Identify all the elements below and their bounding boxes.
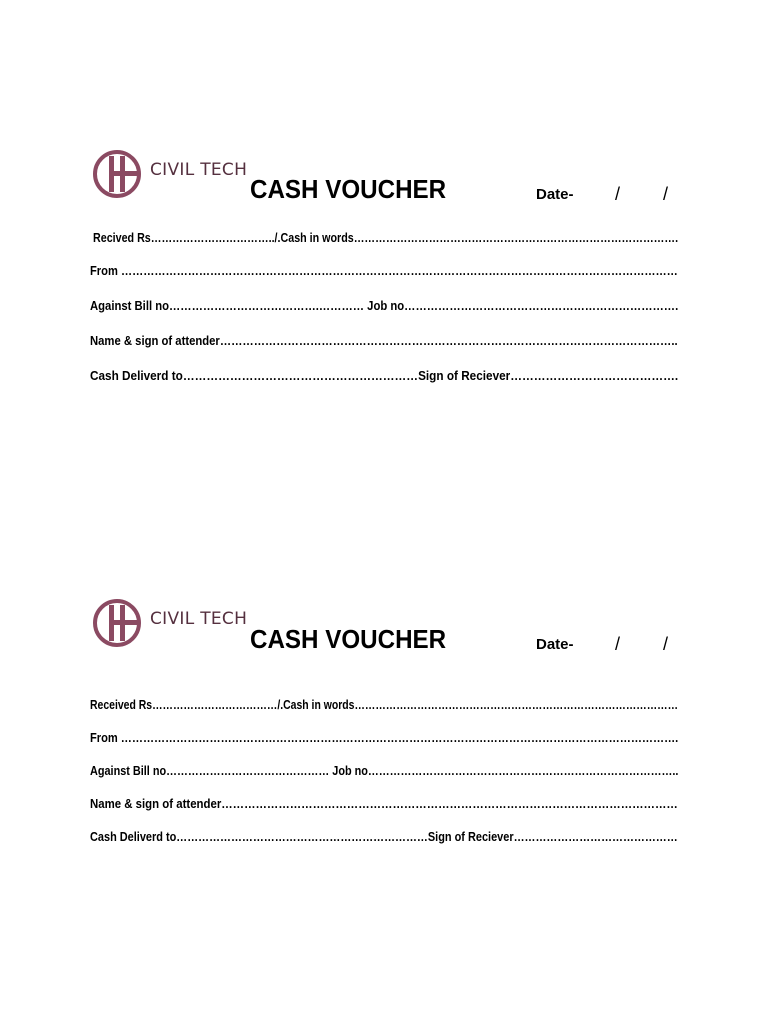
civil-tech-logo: [92, 596, 248, 654]
against-bill-line: Against Bill no……………………………………… Job no…………………………………………………………………………..: [90, 764, 679, 778]
date-label: Date-: [536, 636, 574, 653]
date-separator: /: [663, 184, 669, 204]
from-line: From …………………………………………………………………………………………………………………………………….: [90, 731, 679, 745]
received-rs-line: Recived Rs……………………………../.Cash in words……………………………………………………………………………….: [93, 231, 679, 245]
from-line: From ……………………………………………………………………………………………………………………………………: [90, 264, 678, 278]
name-sign-attender-line: Name & sign of attender…………………………………………………………………………………………………………: [90, 797, 678, 811]
cash-delivered-line: Cash Deliverd to……………………………………………………Sign of Reciever…………………………………….: [90, 369, 679, 383]
date-label: Date-: [536, 186, 574, 203]
date-separator: /: [615, 634, 621, 654]
civil-tech-logo-icon: [92, 596, 146, 650]
logo-brand-text: CIVIL TECH: [150, 609, 248, 629]
date-separator: /: [615, 184, 621, 204]
cash-delivered-line: Cash Deliverd to……………………………………………………………Sign of Reciever………………………………………: [90, 830, 678, 844]
voucher-title: CASH VOUCHER: [250, 174, 447, 204]
name-sign-attender-line: Name & sign of attender…………………………………………………………………………………………………………..: [90, 334, 678, 348]
voucher-title: CASH VOUCHER: [250, 624, 447, 654]
received-rs-line: Received Rs………………………………/.Cash in words…………………………………………………………………………………: [90, 698, 679, 712]
date-separator: /: [663, 634, 669, 654]
against-bill-line: Against Bill no………………………………….………… Job no……………………………………………………………….: [90, 299, 679, 313]
logo-brand-text: CIVIL TECH: [150, 160, 248, 180]
